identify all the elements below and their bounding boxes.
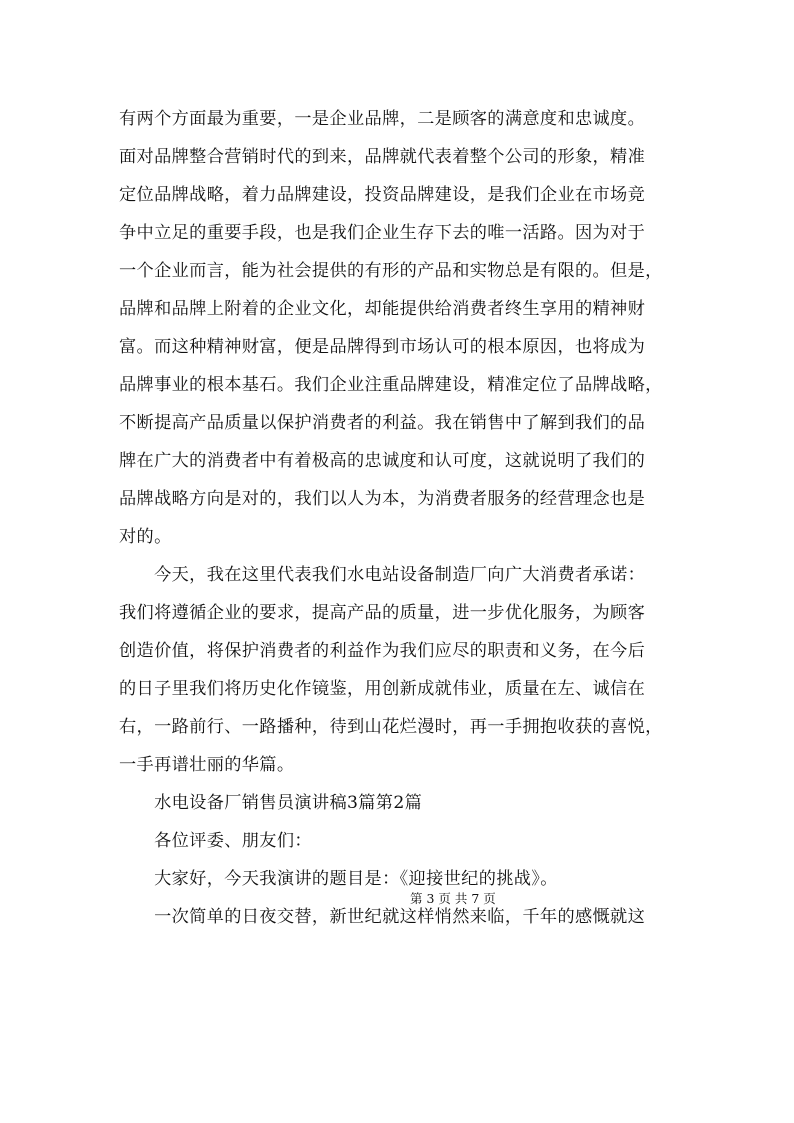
text-line: 不断提高产品质量以保护消费者的利益。我在销售中了解到我们的品 (119, 413, 646, 433)
text-line: 今天，我在这里代表我们水电站设备制造厂向广大消费者承诺： (119, 565, 646, 585)
text-line: 争中立足的重要手段，也是我们企业生存下去的唯一活路。因为对于 (119, 223, 646, 243)
text-line: 的日子里我们将历史化作镜鉴，用创新成就伟业，质量在左、诚信在 (119, 679, 646, 699)
text-line: 一手再谱壮丽的华篇。 (119, 755, 295, 775)
text-line: 有两个方面最为重要，一是企业品牌，二是顾客的满意度和忠诚度。 (119, 109, 646, 129)
text-line: 牌在广大的消费者中有着极高的忠诚度和认可度，这就说明了我们的 (119, 451, 646, 471)
text-line: 富。而这种精神财富，便是品牌得到市场认可的根本原因，也将成为 (119, 337, 646, 357)
text-line: 品牌战略方向是对的，我们以人为本，为消费者服务的经营理念也是 (119, 489, 646, 509)
text-line: 面对品牌整合营销时代的到来，品牌就代表着整个公司的形象，精准 (119, 147, 646, 167)
text-line: 品牌事业的根本基石。我们企业注重品牌建设，精准定位了品牌战略， (119, 375, 663, 395)
text-line: 对的。 (119, 527, 172, 547)
page-number-footer: 第 3 页 共 7 页 (410, 891, 496, 906)
text-line: 一次简单的日夜交替，新世纪就这样悄然来临，千年的感慨就这 (119, 907, 646, 927)
section-heading: 水电设备厂销售员演讲稿3篇第2篇 (119, 793, 423, 813)
text-line: 我们将遵循企业的要求，提高产品的质量，进一步优化服务，为顾客 (119, 603, 646, 623)
text-line: 定位品牌战略，着力品牌建设，投资品牌建设，是我们企业在市场竞 (119, 185, 646, 205)
text-line: 创造价值，将保护消费者的利益作为我们应尽的职责和义务，在今后 (119, 641, 646, 661)
body-text (119, 100, 689, 936)
text-line: 一个企业而言，能为社会提供的有形的产品和实物总是有限的。但是， (119, 261, 663, 281)
text-line: 品牌和品牌上附着的企业文化，却能提供给消费者终生享用的精神财 (119, 299, 646, 319)
text-line: 大家好，今天我演讲的题目是：《迎接世纪的挑战》。 (119, 869, 558, 889)
text-line: 右，一路前行、一路播种，待到山花烂漫时，再一手拥抱收获的喜悦， (119, 717, 663, 737)
salutation: 各位评委、朋友们： (119, 831, 312, 851)
